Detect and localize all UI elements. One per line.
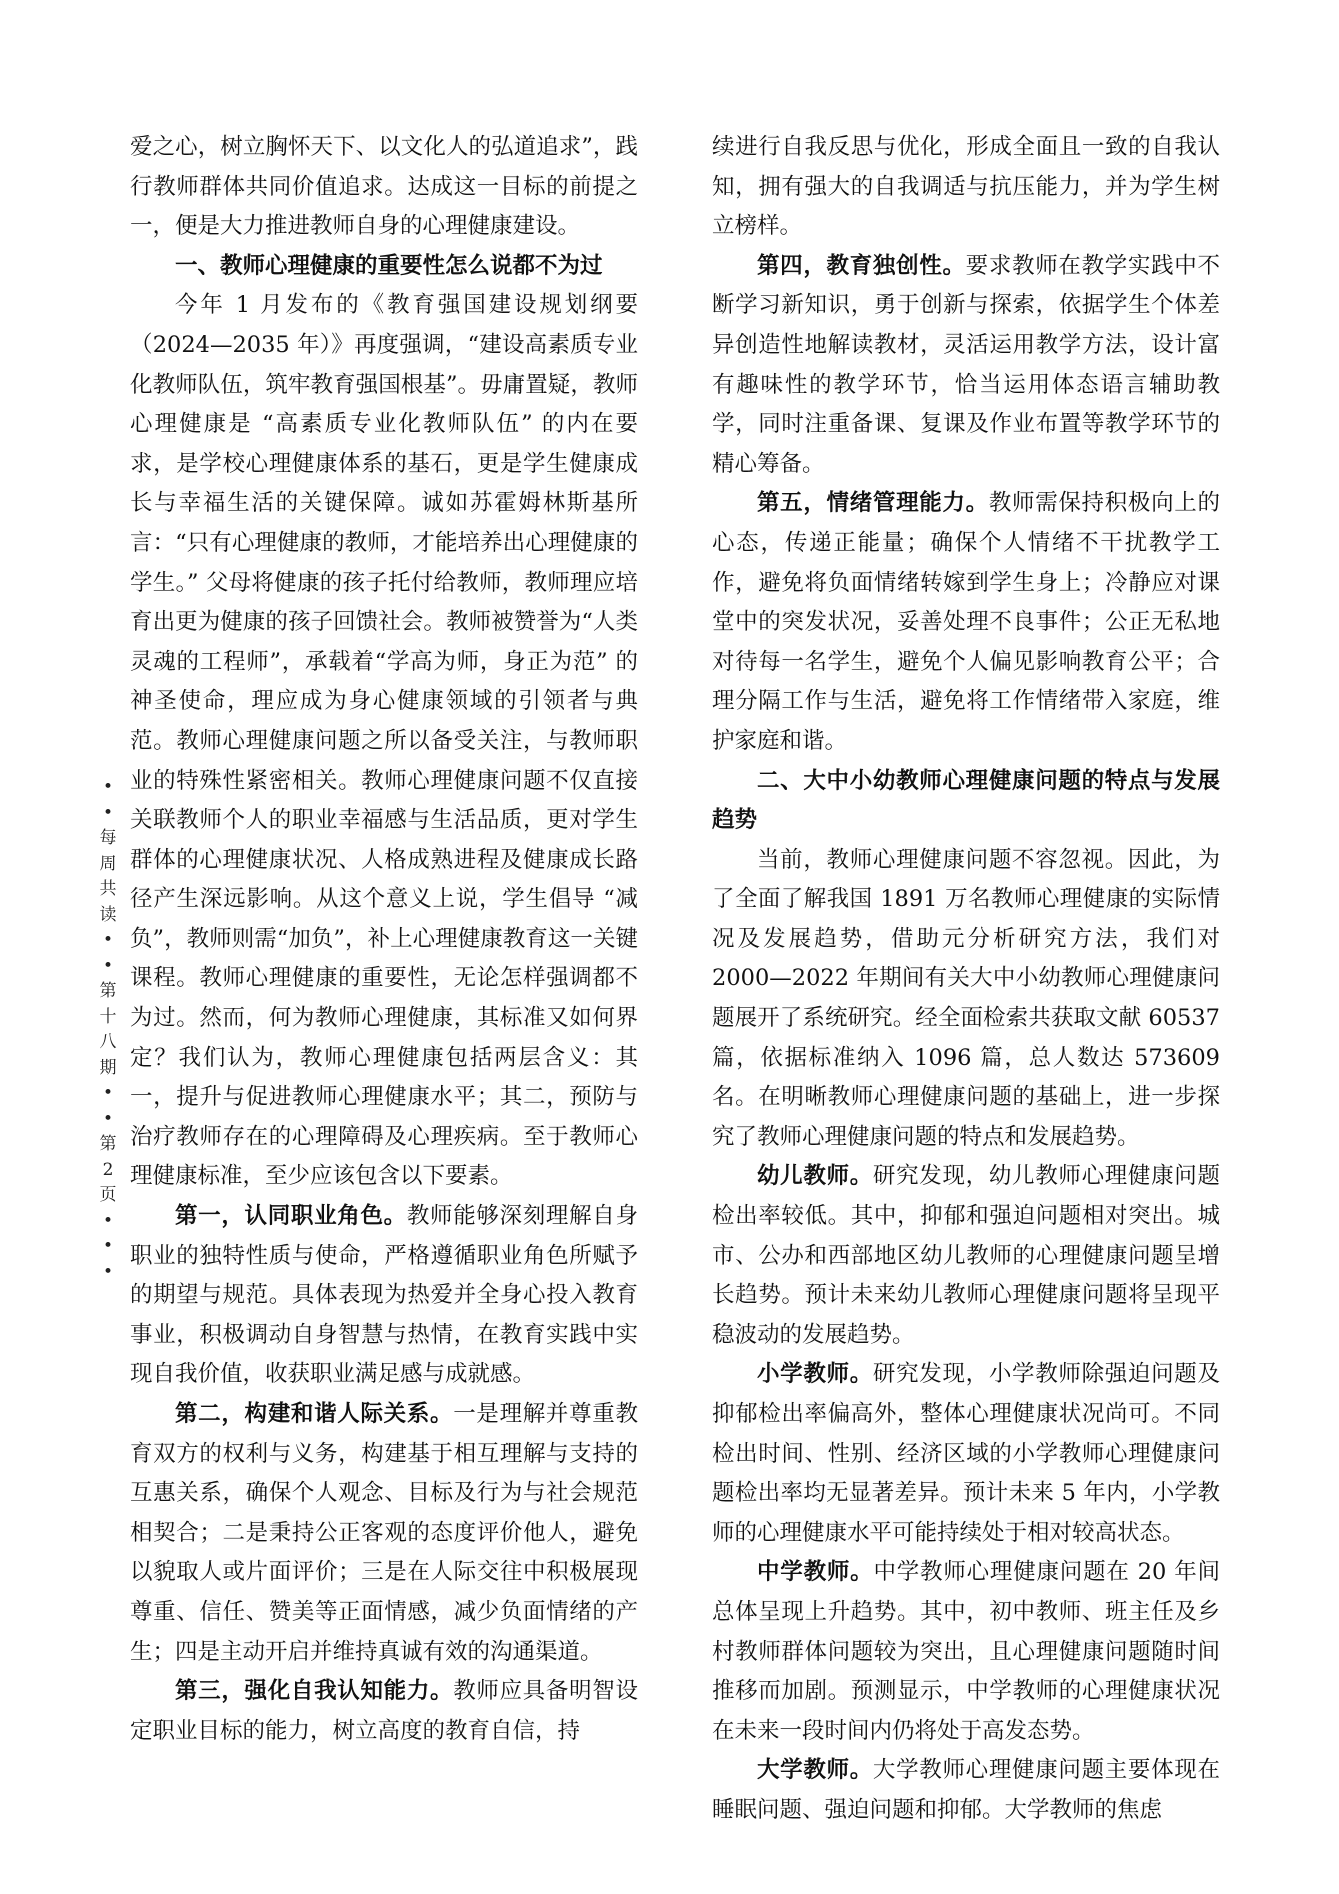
paragraph-lead: 第一，认同职业角色。 <box>175 1203 407 1230</box>
paragraph-body: 教师能够深刻理解自身职业的独特性质与使命，严格遵循职业角色所赋予的期望与规范。具体表现为热爱并全身心投入教育事业，积极调动自身智慧与热情，在教育实践中实现自我价值，收获职业满足感与成就感。 <box>130 1203 638 1388</box>
paragraph <box>712 1157 1220 1355</box>
right-column <box>712 128 1220 1831</box>
side-margin-char: • <box>102 930 114 950</box>
paragraph <box>130 1395 638 1672</box>
side-margin-char: • <box>102 1261 114 1282</box>
paragraph-body: 研究发现，幼儿教师心理健康问题检出率较低。其中，抑郁和强迫问题相对突出。城市、公办和西部地区幼儿教师的心理健康问题呈增长趋势。预计未来幼儿教师心理健康问题将呈现平稳波动的发展趋势。 <box>712 1163 1220 1348</box>
side-margin-char: 2 <box>102 1159 114 1180</box>
section-heading-2: 二、大中小幼教师心理健康问题的特点与发展趋势 <box>712 767 1220 834</box>
side-margin-char: • <box>102 777 114 797</box>
paragraph <box>712 247 1220 485</box>
side-margin-char: 周 <box>99 853 117 874</box>
side-margin-char: • <box>102 1210 114 1231</box>
paragraph-lead: 中学教师。 <box>757 1559 874 1586</box>
left-column <box>130 128 638 1751</box>
side-margin-char: • <box>102 1083 114 1103</box>
side-margin-char: • <box>102 1108 114 1129</box>
paragraph-lead: 幼儿教师。 <box>757 1163 873 1190</box>
side-margin-char: 读 <box>99 904 117 925</box>
side-margin-char: 八 <box>99 1032 117 1052</box>
paragraph-body: 一是理解并尊重教育双方的权利与义务，构建基于相互理解与支持的互惠关系，确保个人观念、目标及行为与社会规范相契合；二是秉持公正客观的态度评价他人，避免以貌取人或片面评价；三是在人际交往中积极展现尊重、信任、赞美等正面情感，减少负面情绪的产生；四是主动开启并维持真诚有效的沟通渠道。 <box>130 1401 638 1665</box>
side-margin-char: 共 <box>99 879 117 899</box>
side-margin-char: 十 <box>99 1006 117 1027</box>
paragraph: 当前，教师心理健康问题不容忽视。因此，为了全面了解我国 1891 万名教师心理健康的实际情况及发展趋势，借助元分析研究方法，我们对 2000—2022 年期间有关大中小幼教师心理健康问题展开了系统研究。经全面检索共获取文献 60537 篇，依据标准纳入 1096 篇，总人数达 573609 名。在明晰教师心理健康问题的基础上，进一步探究了教师心理健康问题的特点和发展趋势。 <box>712 846 1220 1150</box>
paragraph: 爱之心，树立胸怀天下、以文化人的弘道追求”，践行教师群体共同价值追求。达成这一目标的前提之一，便是大力推进教师自身的心理健康建设。 <box>130 134 638 240</box>
side-margin-char: 第 <box>99 1134 117 1154</box>
paragraph <box>712 1355 1220 1553</box>
paragraph-body: 研究发现，小学教师除强迫问题及抑郁检出率偏高外，整体心理健康状况尚可。不同检出时间、性别、经济区域的小学教师心理健康问题检出率均无显著差异。预计未来 5 年内，小学教师的心理健康水平可能持续处于相对较高状态。 <box>712 1361 1220 1546</box>
paragraph-body: 大学教师心理健康问题主要体现在睡眠问题、强迫问题和抑郁。大学教师的焦虑 <box>712 1757 1220 1823</box>
paragraph <box>712 484 1220 761</box>
paragraph <box>712 1751 1220 1830</box>
paragraph-body: 教师应具备明智设定职业目标的能力，树立高度的教育自信，持 <box>130 1678 638 1744</box>
section-heading-1: 一、教师心理健康的重要性怎么说都不为过 <box>175 252 603 279</box>
side-margin-label <box>96 775 120 1285</box>
side-margin-char: 页 <box>99 1185 117 1205</box>
paragraph-body: 中学教师心理健康问题在 20 年间总体呈现上升趋势。其中，初中教师、班主任及乡村教师群体问题较为突出，且心理健康问题随时间推移而加剧。预测显示，中学教师的心理健康状况在未来一段时间内仍将处于高发态势。 <box>712 1559 1220 1744</box>
paragraph <box>712 1553 1220 1751</box>
side-margin-char: 期 <box>99 1057 117 1078</box>
paragraph <box>130 1197 638 1395</box>
paragraph-lead: 第五，情绪管理能力。 <box>757 490 989 517</box>
paragraph-lead: 第三，强化自我认知能力。 <box>175 1678 454 1705</box>
paragraph <box>130 1672 638 1751</box>
paragraph-lead: 第四，教育独创性。 <box>757 252 966 279</box>
paragraph: 今年 1 月发布的《教育强国建设规划纲要（2024—2035 年）》再度强调，“建设高素质专业化教师队伍，筑牢教育强国根基”。毋庸置疑，教师心理健康是 “高素质专业化教师队伍” 的内在要求，是学校心理健康体系的基石，更是学生健康成长与幸福生活的关键保障。诚如苏霍姆林斯基所言：“只有心理健康的教师，才能培养出心理健康的学生。” 父母将健康的孩子托付给教师，教师理应培育出更为健康的孩子回馈社会。教师被赞誉为“人类灵魂的工程师”，承载着“学高为师，身正为范” 的神圣使命，理应成为身心健康领域的引领者与典范。教师心理健康问题之所以备受关注，与教师职业的特殊性紧密相关。教师心理健康问题不仅直接关联教师个人的职业幸福感与生活品质，更对学生群体的心理健康状况、人格成熟进程及健康成长路径产生深远影响。从这个意义上说，学生倡导 “减负”，教师则需“加负”，补上心理健康教育这一关键课程。教师心理健康的重要性，无论怎样强调都不为过。然而，何为教师心理健康，其标准又如何界定？我们认为，教师心理健康包括两层含义：其一，提升与促进教师心理健康水平；其二，预防与治疗教师存在的心理障碍及心理疾病。至于教师心理健康标准，至少应该包含以下要素。 <box>130 292 638 1190</box>
side-margin-char: 第 <box>99 981 117 1001</box>
paragraph-body: 要求教师在教学实践中不断学习新知识，勇于创新与探索，依据学生个体差异创造性地解读教材，灵活运用教学方法，设计富有趣味性的教学环节，恰当运用体态语言辅助教学，同时注重备课、复课及作业布置等教学环节的精心筹备。 <box>712 252 1220 477</box>
paragraph-lead: 大学教师。 <box>757 1757 873 1784</box>
paragraph: 续进行自我反思与优化，形成全面且一致的自我认知，拥有强大的自我调适与抗压能力，并为学生树立榜样。 <box>712 134 1220 240</box>
paragraph-lead: 小学教师。 <box>757 1361 873 1388</box>
side-margin-char: • <box>102 1236 114 1256</box>
side-margin-char: • <box>102 802 114 823</box>
side-margin-char: 每 <box>99 828 117 848</box>
side-margin-char: • <box>102 955 114 976</box>
paragraph-body: 教师需保持积极向上的心态，传递正能量；确保个人情绪不干扰教学工作，避免将负面情绪转嫁到学生身上；冷静应对课堂中的突发状况，妥善处理不良事件；公正无私地对待每一名学生，避免个人偏见影响教育公平；合理分隔工作与生活，避免将工作情绪带入家庭，维护家庭和谐。 <box>712 490 1220 754</box>
paragraph-lead: 第二，构建和谐人际关系。 <box>175 1401 454 1427</box>
